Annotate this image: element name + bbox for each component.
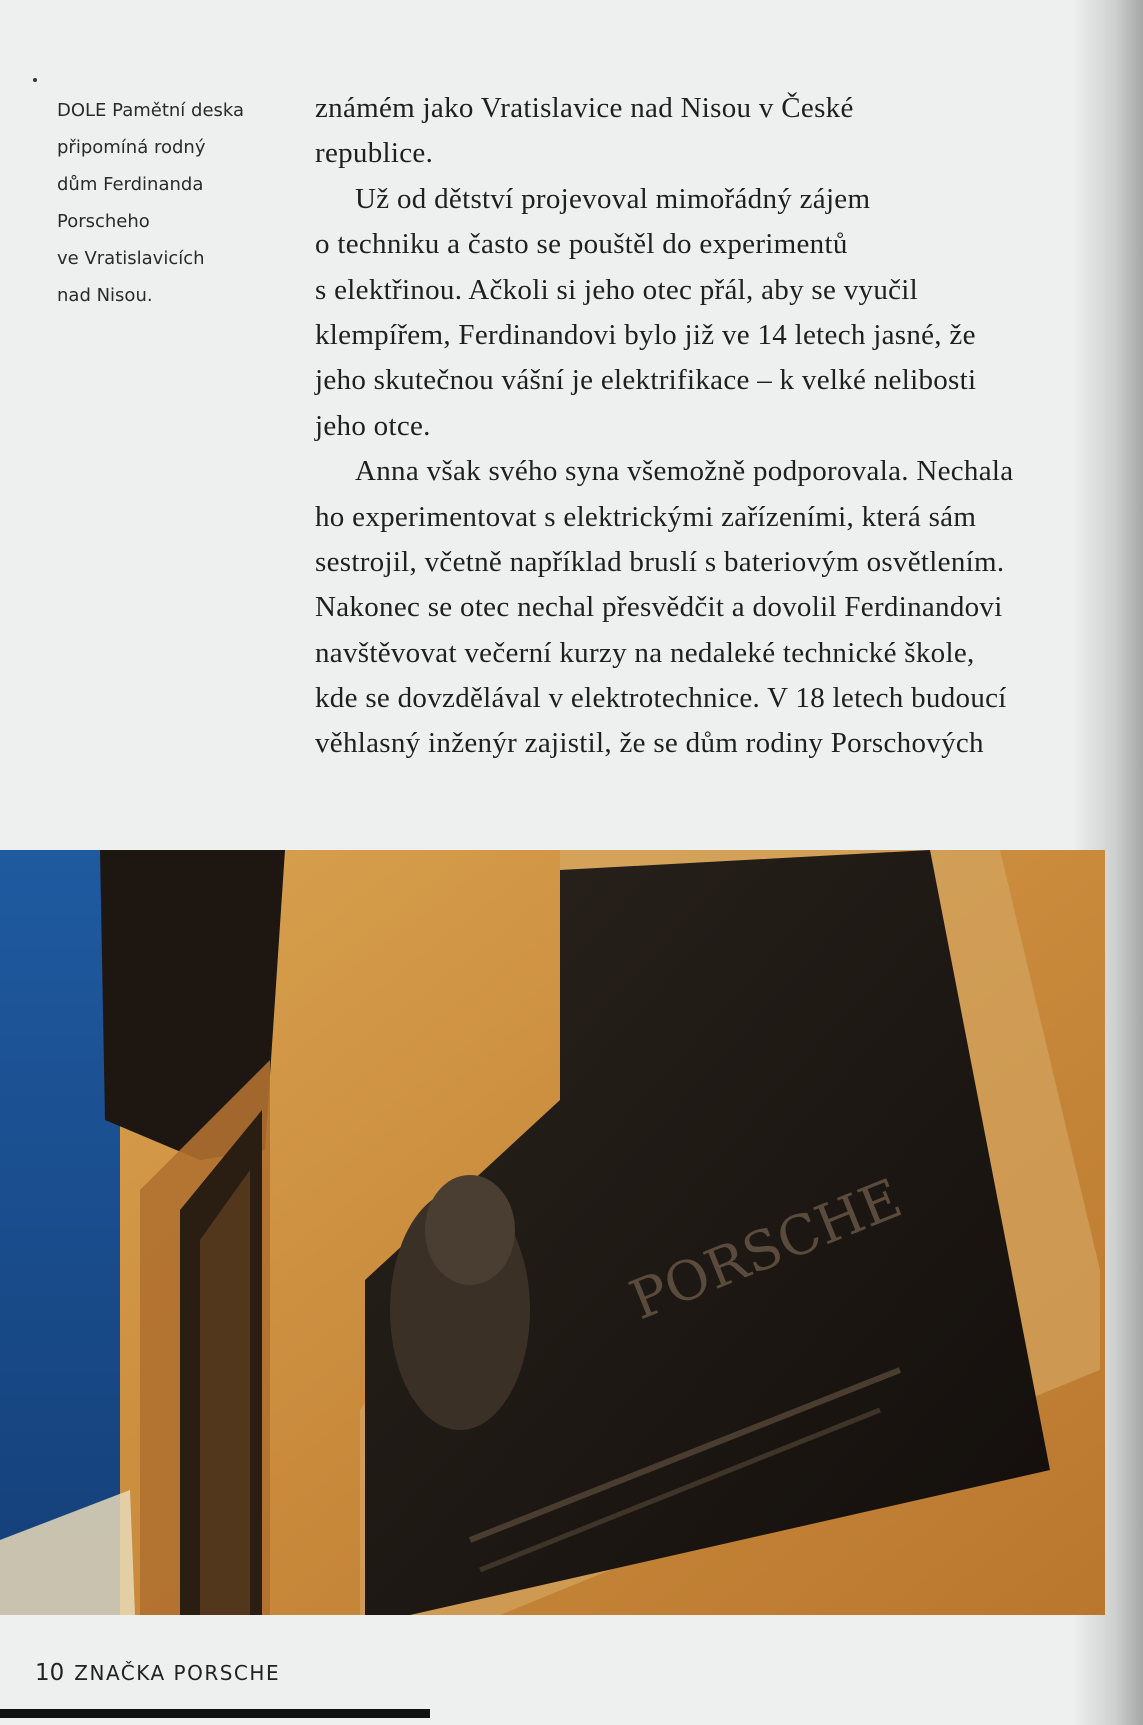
caption-line: DOLE Pamětní deska [57, 100, 245, 121]
margin-mark [33, 78, 37, 82]
caption-line: nad Nisou. [57, 285, 153, 306]
body-text [315, 86, 1095, 767]
caption-line: dům Ferdinanda [57, 174, 204, 195]
body-line: sestrojil, včetně například bruslí s bateriovým osvětlením. [315, 545, 1005, 578]
body-line: klempířem, Ferdinandovi bylo již ve 14 letech jasné, že [315, 318, 976, 351]
body-line: s elektřinou. Ačkoli si jeho otec přál, aby se vyučil [315, 273, 919, 306]
window-reflection [200, 1170, 250, 1615]
caption-line: Porscheho [57, 211, 150, 232]
body-line: jeho otce. [315, 409, 431, 442]
page-number: 10 [35, 1660, 65, 1686]
footer-rule [0, 1709, 430, 1718]
body-line: jeho skutečnou vášní je elektrifikace – k velké nelibosti [315, 364, 977, 397]
body-line: navštěvovat večerní kurzy na nedaleké technické škole, [315, 636, 975, 669]
body-line: Nakonec se otec nechal přesvědčit a dovolil Ferdinandovi [315, 591, 1003, 624]
caption-line: připomíná rodný [57, 137, 206, 158]
photo-illustration [0, 850, 1105, 1615]
body-line: Anna však svého syna všemožně podporovala. Nechala [355, 455, 1014, 488]
memorial-plaque-photo [0, 850, 1105, 1615]
body-line: známém jako Vratislavice nad Nisou v České [315, 92, 854, 124]
plaque-inscription: PORSCHE [621, 1166, 911, 1333]
body-line: o techniku a často se pouštěl do experimentů [315, 228, 848, 261]
body-line: věhlasný inženýr zajistil, že se dům rodiny Porschových [315, 727, 984, 760]
page-footer [35, 1660, 280, 1686]
photo-caption [57, 92, 287, 314]
body-line: ho experimentovat s elektrickými zařízeními, která sám [315, 500, 977, 533]
caption-line: ve Vratislavicích [57, 248, 205, 269]
body-line: Už od dětství projevoval mimořádný zájem [355, 182, 871, 215]
bust-head [425, 1175, 515, 1285]
section-title: ZNAČKA PORSCHE [74, 1661, 281, 1685]
body-line: republice. [315, 137, 434, 170]
body-line: kde se dovzdělával v elektrotechnice. V 18 letech budoucí [315, 682, 1007, 715]
